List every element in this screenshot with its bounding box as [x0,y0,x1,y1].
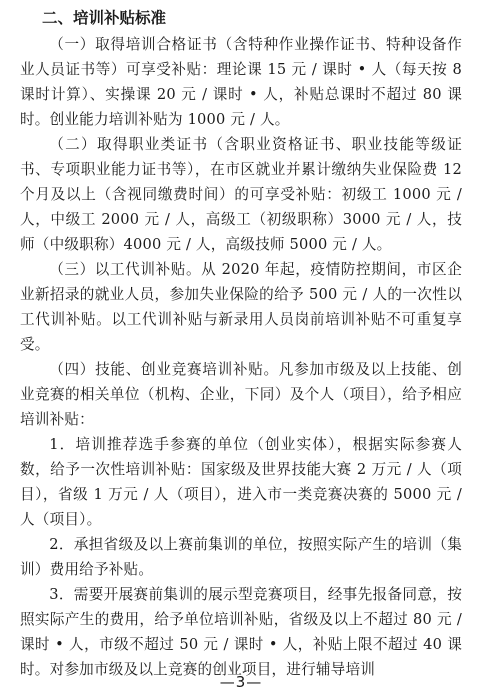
paragraph-vocational-certificate-subsidy: （二）取得职业类证书（含职业资格证书、职业技能等级证书、专项职业能力证书等），在市区就业并累计缴纳失业保险费 12 个月及以上（含视同缴费时间）的可享受补贴：初级工 1000 元 / 人，中级工 2000 元 / 人，高级工（初级职称）3000 元 / 人，技师（中级职称）4000 元 / 人，高级技师 5000 元 / 人。 [20,136,462,253]
paragraph-item-2: 2．承担省级及以上赛前集训的单位，按照实际产生的培训（集训）费用给予补贴。 [20,536,462,578]
section-heading: 二、培训补贴标准 [42,9,167,27]
page-number: —3— [219,673,263,691]
paragraph-item-3: 3．需要开展赛前集训的展示型竞赛项目，经事先报备同意，按照实际产生的费用，给予单位培训补贴，省级及以上不超过 80 元 / 课时 • 人，市级不超过 50 元 / 课时 • 人，补贴上限不超过 40 课时。对参加市级及以上竞赛的创业项目，进行辅导培训 [20,586,462,678]
paragraph-training-certificate-subsidy: （一）取得培训合格证书（含特种作业操作证书、特种设备作业人员证书等）可享受补贴：理论课 15 元 / 课时 • 人（每天按 8 课时计算）、实操课 20 元 / 课时 • 人，补贴总课时不超过 80 课时。创业能力培训补贴为 1000 元 / 人。 [20,36,462,128]
paragraph-competition-training-subsidy: （四）技能、创业竞赛培训补贴。凡参加市级及以上技能、创业竞赛的相关单位（机构、企业，下同）及个人（项目），给予相应培训补贴： [20,361,462,428]
paragraph-work-for-training-subsidy: （三）以工代训补贴。从 2020 年起，疫情防控期间，市区企业新招录的就业人员，参加失业保险的给予 500 元 / 人的一次性以工代训补贴。以工代训补贴与新录用人员岗前培训补贴不可重复享受。 [20,261,462,353]
paragraph-item-1: 1．培训推荐选手参赛的单位（创业实体），根据实际参赛人数，给予一次性培训补贴：国家级及世界技能大赛 2 万元 / 人（项目），省级 1 万元 / 人（项目），进入市一类竞赛决赛的 5000 元 / 人（项目）。 [20,436,462,528]
